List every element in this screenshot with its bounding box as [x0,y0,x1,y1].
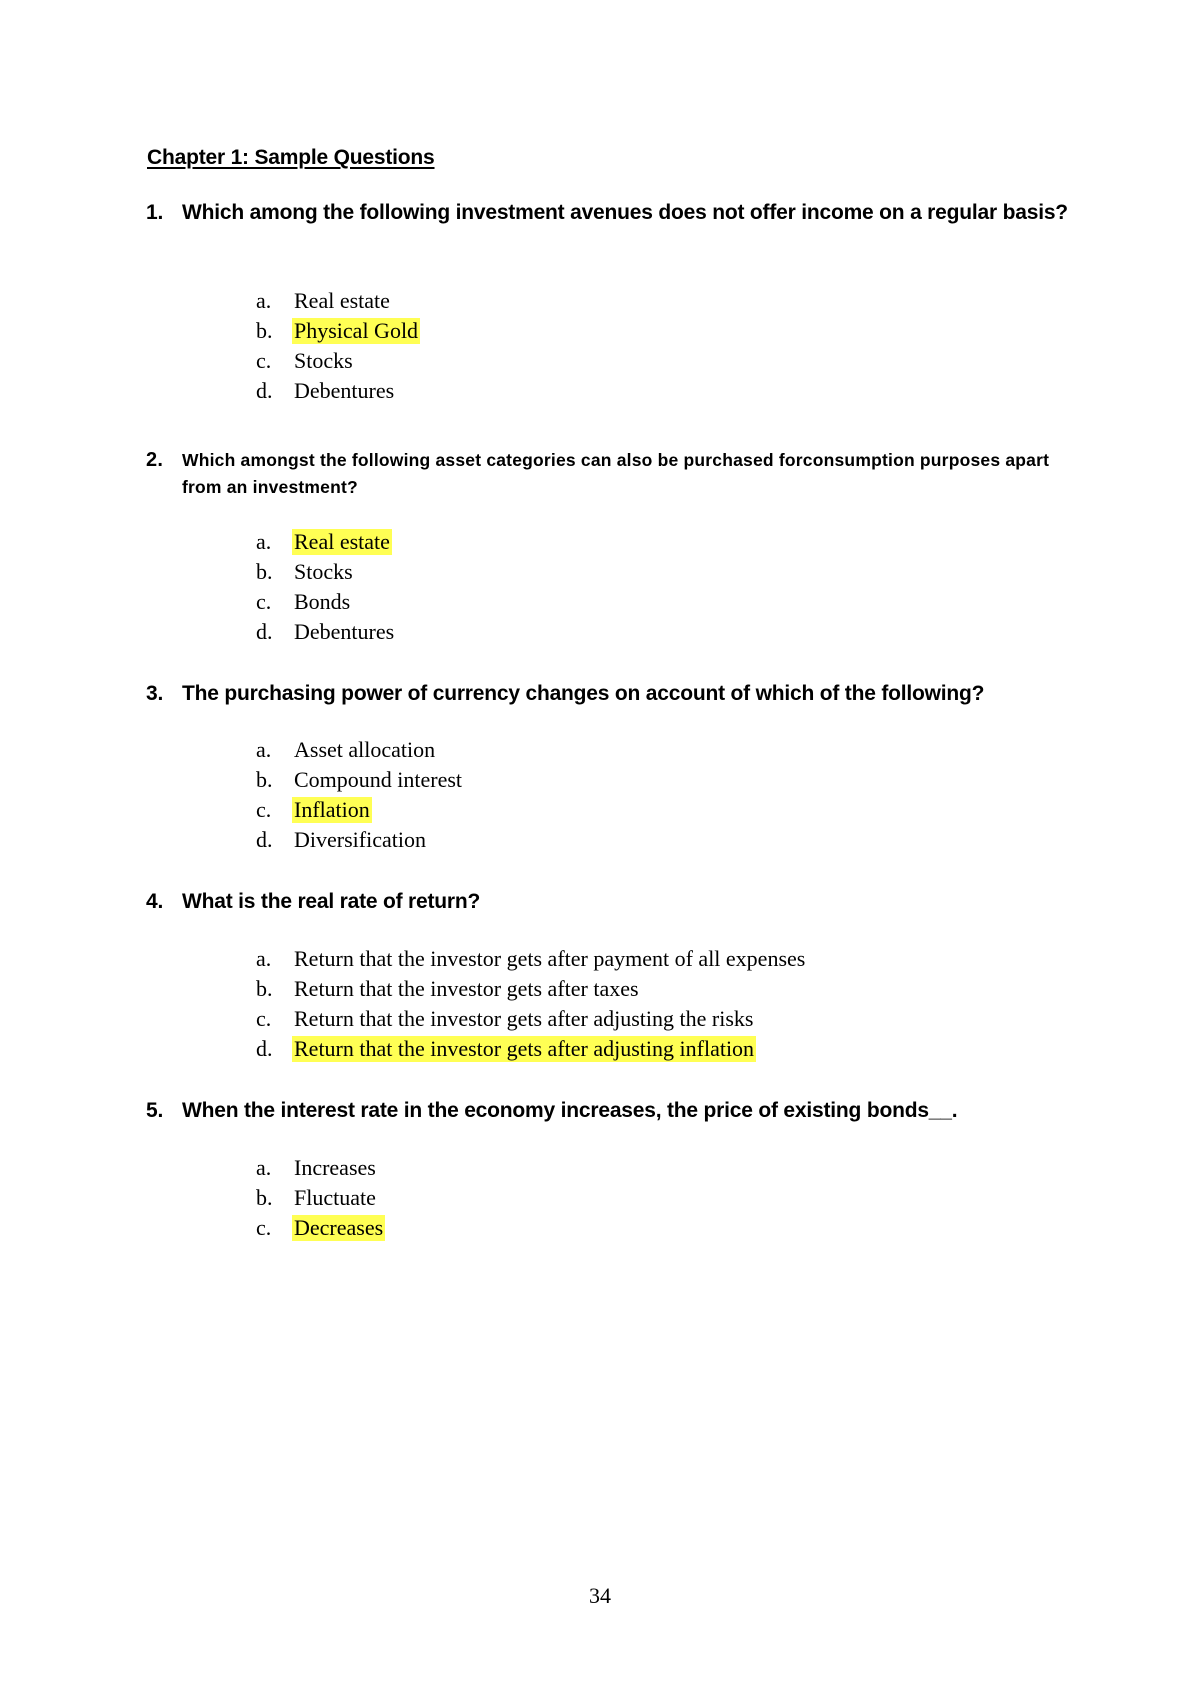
option-item [256,735,464,765]
question-number: 1. [146,201,164,224]
option-letter: a. [256,737,272,762]
option-item [256,825,464,855]
question-text: What is the real rate of return? [182,890,481,913]
option-item [256,1034,807,1064]
option-letter: a. [256,288,272,313]
option-item [256,617,396,647]
option-item [256,346,420,376]
option-text-highlighted: Return that the investor gets after adjusting inflation [294,1036,755,1061]
question-4-options [256,944,807,1064]
option-text-highlighted: Real estate [294,529,390,554]
option-text: Increases [294,1155,376,1180]
question-number: 5. [146,1099,164,1122]
option-text: Stocks [294,559,353,584]
option-letter: b. [256,767,273,792]
option-item [256,974,807,1004]
option-letter: c. [256,1215,272,1240]
question-3-options [256,735,464,855]
option-item [256,1004,807,1034]
option-letter: d. [256,1036,273,1061]
question-text: Which among the following investment avenues does not offer income on a regular basis? [182,201,1068,224]
question-number: 3. [146,682,164,705]
option-item [256,765,464,795]
option-letter: d. [256,619,273,644]
option-text: Fluctuate [294,1185,376,1210]
option-letter: a. [256,1155,272,1180]
option-item [256,286,420,316]
option-text-highlighted: Physical Gold [294,318,419,343]
option-text-highlighted: Decreases [294,1215,384,1240]
question-5 [146,1095,1072,1126]
question-text: When the interest rate in the economy increases, the price of existing bonds__. [182,1099,958,1122]
option-letter: d. [256,378,273,403]
option-letter: c. [256,1006,272,1031]
option-item [256,795,464,825]
option-text: Stocks [294,348,353,373]
option-letter: b. [256,318,273,343]
option-item [256,527,396,557]
option-letter: c. [256,348,272,373]
option-text: Bonds [294,589,351,614]
option-letter: c. [256,589,272,614]
option-letter: b. [256,1185,273,1210]
question-2 [146,447,1072,501]
option-letter: a. [256,946,272,971]
question-text: Which amongst the following asset categories can also be purchased forconsumption purposes apart from an investment? [182,450,1050,497]
question-5-options [256,1153,385,1243]
page-heading: Chapter 1: Sample Questions [147,146,435,169]
option-letter: b. [256,976,273,1001]
option-letter: c. [256,797,272,822]
option-item [256,1183,385,1213]
option-item [256,1153,385,1183]
option-item [256,316,420,346]
question-number: 4. [146,890,164,913]
option-text: Asset allocation [294,737,436,762]
question-1-options [256,286,420,406]
option-text: Diversification [294,827,426,852]
option-item [256,557,396,587]
option-item [256,944,807,974]
option-text: Return that the investor gets after adjusting the risks [294,1006,754,1031]
question-2-options [256,527,396,647]
option-letter: a. [256,529,272,554]
option-item [256,587,396,617]
option-text: Return that the investor gets after payment of all expenses [294,946,806,971]
question-1 [146,197,1072,228]
option-text: Debentures [294,619,395,644]
option-item [256,376,420,406]
question-text: The purchasing power of currency changes on account of which of the following? [182,682,985,705]
question-3 [146,678,1072,709]
option-text: Compound interest [294,767,463,792]
option-text-highlighted: Inflation [294,797,370,822]
option-text: Return that the investor gets after taxes [294,976,639,1001]
page-number: 34 [589,1583,611,1608]
option-item [256,1213,385,1243]
option-letter: b. [256,559,273,584]
question-number: 2. [146,449,164,471]
question-4 [146,886,1072,917]
option-text: Real estate [294,288,390,313]
option-letter: d. [256,827,273,852]
option-text: Debentures [294,378,395,403]
